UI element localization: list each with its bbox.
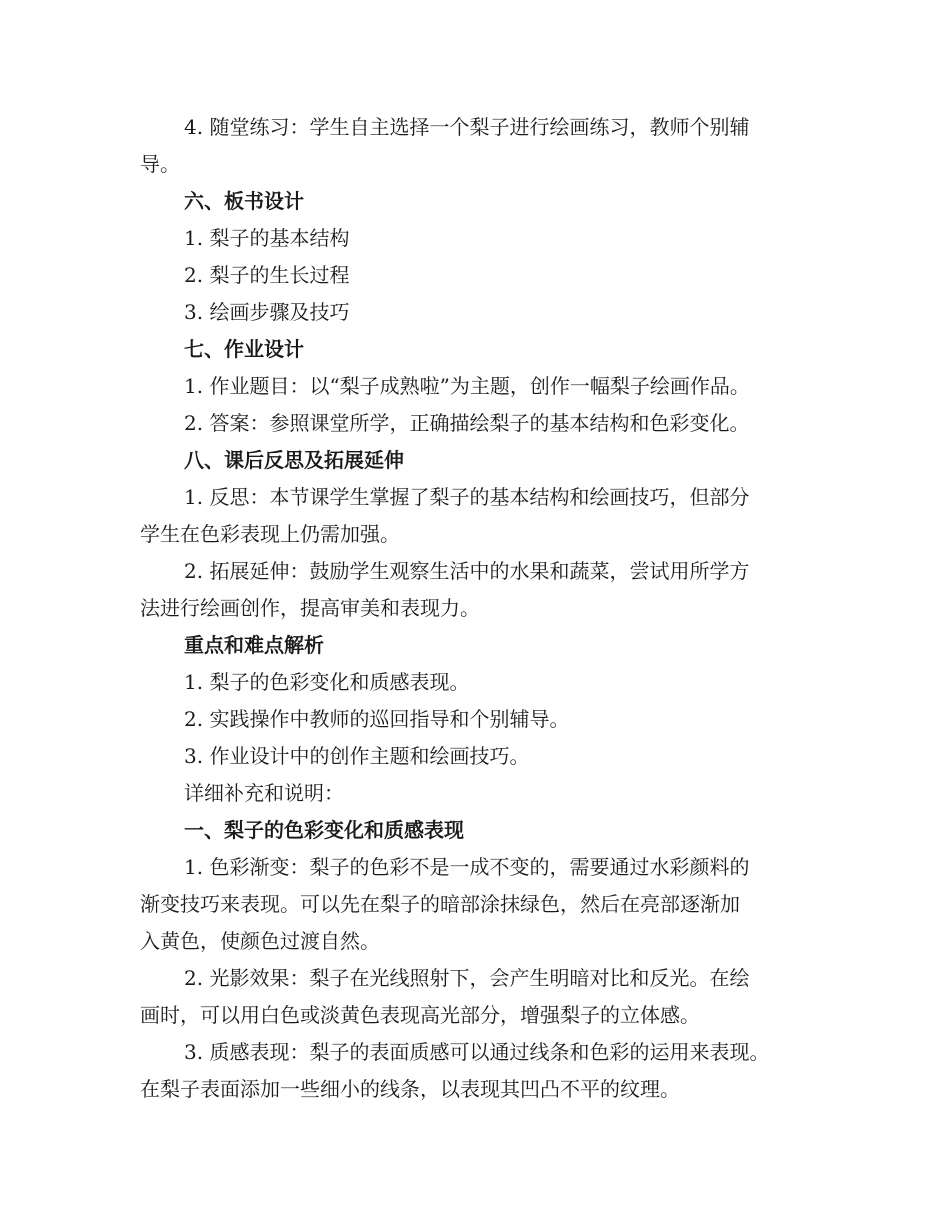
paragraph-line: 详细补充和说明： bbox=[184, 781, 344, 805]
list-item: 2. 梨子的生长过程 bbox=[184, 263, 350, 287]
paragraph-line: 1. 色彩渐变：梨子的色彩不是一成不变的，需要通过水彩颜料的 bbox=[184, 855, 750, 879]
paragraph-line: 画时，可以用白色或淡黄色表现高光部分，增强梨子的立体感。 bbox=[140, 1003, 700, 1027]
paragraph-line: 2. 光影效果：梨子在光线照射下，会产生明暗对比和反光。在绘 bbox=[184, 966, 750, 990]
paragraph-line: 在梨子表面添加一些细小的线条，以表现其凹凸不平的纹理。 bbox=[140, 1077, 680, 1101]
section-heading: 六、板书设计 bbox=[184, 189, 304, 213]
section-heading: 七、作业设计 bbox=[184, 337, 304, 361]
paragraph-line: 入黄色，使颜色过渡自然。 bbox=[140, 929, 380, 953]
section-heading: 八、课后反思及拓展延伸 bbox=[184, 448, 404, 472]
paragraph-line: 4. 随堂练习：学生自主选择一个梨子进行绘画练习，教师个别辅 bbox=[184, 115, 750, 139]
list-item: 2. 实践操作中教师的巡回指导和个别辅导。 bbox=[184, 707, 570, 731]
list-item: 1. 梨子的基本结构 bbox=[184, 226, 350, 250]
list-item: 3. 绘画步骤及技巧 bbox=[184, 300, 350, 324]
section-heading: 一、梨子的色彩变化和质感表现 bbox=[184, 818, 464, 842]
paragraph-line: 法进行绘画创作，提高审美和表现力。 bbox=[140, 596, 480, 620]
paragraph-line: 1. 反思：本节课学生掌握了梨子的基本结构和绘画技巧，但部分 bbox=[184, 485, 750, 509]
paragraph-line: 学生在色彩表现上仍需加强。 bbox=[140, 522, 400, 546]
list-item: 1. 梨子的色彩变化和质感表现。 bbox=[184, 670, 470, 694]
paragraph-line: 渐变技巧来表现。可以先在梨子的暗部涂抹绿色，然后在亮部逐渐加 bbox=[140, 892, 740, 916]
paragraph-line: 导。 bbox=[140, 152, 180, 176]
section-heading: 重点和难点解析 bbox=[184, 633, 324, 657]
list-item: 1. 作业题目：以“梨子成熟啦”为主题，创作一幅梨子绘画作品。 bbox=[184, 374, 750, 398]
paragraph-line: 2. 拓展延伸：鼓励学生观察生活中的水果和蔬菜，尝试用所学方 bbox=[184, 559, 750, 583]
list-item: 2. 答案：参照课堂所学，正确描绘梨子的基本结构和色彩变化。 bbox=[184, 411, 750, 435]
list-item: 3. 作业设计中的创作主题和绘画技巧。 bbox=[184, 744, 530, 768]
paragraph-line: 3. 质感表现：梨子的表面质感可以通过线条和色彩的运用来表现。 bbox=[184, 1040, 770, 1064]
